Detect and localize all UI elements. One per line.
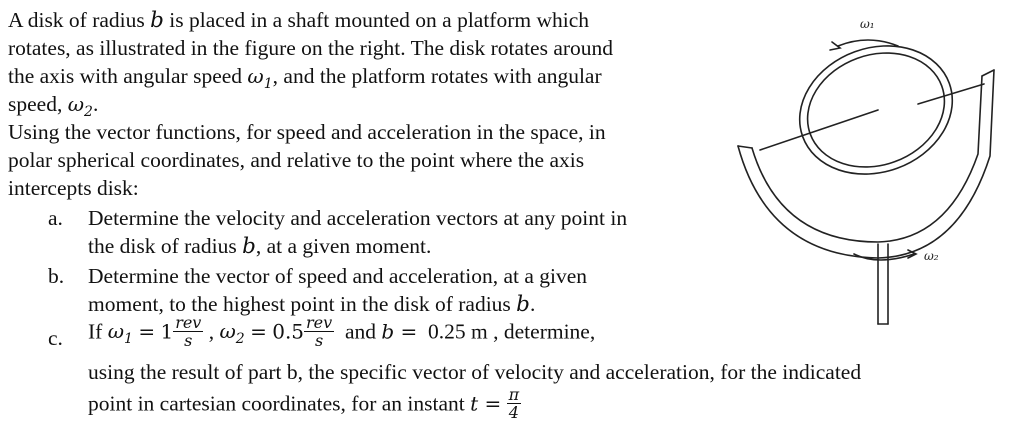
omega1-label: ω₁ xyxy=(860,17,875,31)
intro-line-2: rotates, as illustrated in the figure on the right. The disk rotates around xyxy=(8,36,614,60)
item-a-line-2: the disk of radius b, at a given moment. xyxy=(88,234,432,259)
item-a-line-1: Determine the velocity and acceleration vectors at any point in xyxy=(88,206,628,230)
intro-line-1: A disk of radius b is placed in a shaft mounted on a platform which xyxy=(8,8,590,33)
item-c-line-3: point in cartesian coordinates, for an instant t = $\frac{\pi}{4}$ xyxy=(88,385,520,422)
omega2-label: ω₂ xyxy=(924,249,939,263)
omega1-arrowhead xyxy=(830,42,840,50)
intro-line-4: speed, $\omega_2$. xyxy=(8,92,99,120)
platform-arm-outer xyxy=(738,70,994,258)
vector-line-3: intercepts disk: xyxy=(8,176,139,200)
item-c-line-2: using the result of part b, the specific vector of velocity and acceleration, for the indicated xyxy=(88,360,862,384)
item-b-marker: b. xyxy=(48,264,65,288)
fraction-rev-per-s-1: $\frac{\text{rev}}{s}$ xyxy=(175,313,202,350)
item-a-marker: a. xyxy=(48,206,63,230)
vector-line-2: polar spherical coordinates, and relative to the point where the axis xyxy=(8,148,585,172)
platform-arm-inner xyxy=(752,76,982,242)
item-c-marker: c. xyxy=(48,326,63,350)
intro-line-3: the axis with angular speed $\omega_1$, and the platform rotates with angular xyxy=(8,64,602,92)
platform-arm-left-end xyxy=(738,146,752,148)
shaft-left xyxy=(760,110,878,150)
item-b-line-2: moment, to the highest point in the disk of radius b. xyxy=(88,292,536,317)
disk-platform-figure xyxy=(728,6,1018,328)
item-b-line-1: Determine the vector of speed and acceleration, at a given xyxy=(88,264,588,288)
item-c-line-1: If $\omega_1 = 1$ $\frac{\text{rev}}{s}$ , $\omega_2 = 0.5$ $\frac{\text{rev}}{s}$ and b = 0.25 m , determine, xyxy=(88,313,596,350)
fraction-rev-per-s-2: $\frac{\text{rev}}{s}$ xyxy=(306,313,333,350)
fraction-pi-over-4: $\frac{\pi}{4}$ xyxy=(508,385,520,422)
platform-arm-right-end xyxy=(982,70,994,76)
vector-line-1: Using the vector functions, for speed and acceleration in the space, in xyxy=(8,120,606,144)
